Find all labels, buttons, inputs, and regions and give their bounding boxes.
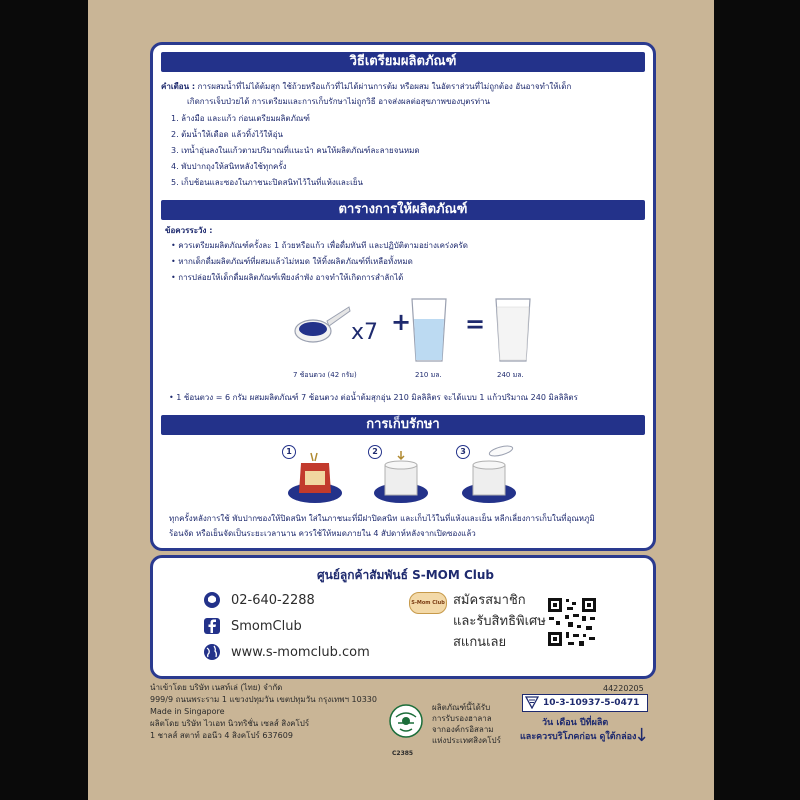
contact-title: ศูนย์ลูกค้าสัมพันธ์ S-MOM Club: [317, 568, 495, 582]
halal-text-4: แห่งประเทศสิงคโปร์: [432, 736, 501, 745]
water-caption: 210 มล.: [415, 371, 442, 379]
plus-sign: +: [391, 308, 412, 336]
promo-line-3: สแกนเลย: [453, 635, 507, 650]
halal-text-3: จากองค์กรอิสลาม: [432, 725, 494, 734]
step-number: 2: [368, 445, 382, 459]
step-number: 1: [282, 445, 296, 459]
fda-logo-icon: [525, 696, 539, 709]
website-link[interactable]: www.s-momclub.com: [231, 645, 370, 660]
warning-text: การผสมน้ำที่ไม่ได้ต้มสุก ใช้ถ้วยหรือแก้วที่ไม่ได้ผ่านการต้ม หรือผสม ในอัตราส่วนที่ไม่ถูกต้อง อันอาจทำให้เด็ก: [197, 82, 572, 91]
promo-line-1: สมัครสมาชิก: [453, 593, 526, 608]
caution-item: • ควรเตรียมผลิตภัณฑ์ครั้งละ 1 ถ้วยหรือแก้ว เพื่อดื่มทันที และปฏิบัติตามอย่างเคร่งครัด: [171, 241, 468, 250]
down-arrow-icon: ↓: [634, 725, 650, 746]
storage-title: การเก็บรักษา: [161, 415, 645, 435]
smom-badge: S-Mom Club: [409, 592, 447, 614]
storage-step-2: [365, 445, 437, 505]
prep-step: 1. ล้างมือ และแก้ว ก่อนเตรียมผลิตภัณฑ์: [171, 114, 310, 123]
instructions-panel: [150, 42, 656, 551]
prep-step: 3. เทน้ำอุ่นลงในแก้วตามปริมาณที่แนะนำ คนให้ผลิตภัณฑ์ละลายจนหมด: [171, 146, 420, 155]
prep-title: วิธีเตรียมผลิตภัณฑ์: [161, 52, 645, 72]
warning-line-2: เกิดการเจ็บป่วยได้ การเตรียมและการเก็บรักษาไม่ถูกวิธี อาจส่งผลต่อสุขภาพของบุตรท่าน: [187, 97, 490, 106]
facebook-handle[interactable]: SmomClub: [231, 619, 302, 634]
expiry-line-2: และควรบริโภคก่อน ดูใต้กล่อง: [520, 732, 637, 742]
warning-label: คำเตือน :: [161, 82, 196, 91]
phone-number[interactable]: 02-640-2288: [231, 593, 315, 608]
made-in: Made in Singapore: [150, 707, 225, 716]
feeding-note: • 1 ช้อนตวง = 6 กรัม ผสมผลิตภัณฑ์ 7 ช้อนตวง ต่อน้ำต้มสุกอุ่น 210 มิลลิลิตร จะได้แบบ 1 แก้วปริมาณ 240 มิลลิลิตร: [169, 393, 578, 402]
contact-panel: [150, 555, 656, 679]
equals-sign: =: [465, 310, 486, 338]
step-number: 3: [456, 445, 470, 459]
storage-text-2: ร้อนจัด หรือเย็นจัดเป็นระยะเวลานาน ควรใช้ให้หมดภายใน 4 สัปดาห์หลังจากเปิดซองแล้ว: [169, 529, 476, 538]
expiry-line-1: วัน เดือน ปีที่ผลิต: [542, 718, 609, 728]
prep-step: 4. พับปากถุงให้สนิทหลังใช้ทุกครั้ง: [171, 162, 287, 171]
storage-text-1: ทุกครั้งหลังการใช้ พับปากซองให้ปิดสนิท ใส่ในภาชนะที่มีฝาปิดสนิท และเก็บไว้ในที่แห้งและเย็น หลีกเลี่ยงการเก็บในที่อุณหภูมิ: [169, 514, 595, 523]
feeding-title: ตารางการให้ผลิตภัณฑ์: [161, 200, 645, 220]
fda-box: [522, 694, 648, 712]
importer-line-1: นำเข้าโดย บริษัท เนสท์เล่ (ไทย) จำกัด: [150, 683, 283, 692]
producer-line-1: ผลิตโดย บริษัท ไวเอท นิวทริชั่น เซลส์ สิงคโปร์: [150, 719, 310, 728]
caution-item: • การปล่อยให้เด็กดื่มผลิตภัณฑ์เพียงลำพัง อาจทำให้เกิดการสำลักได้: [171, 273, 404, 282]
fda-number: 10-3-10937-5-0471: [543, 698, 640, 708]
warning-line-1: [161, 81, 571, 92]
importer-line-2: 999/9 ถนนพระราม 1 แขวงปทุมวัน เขตปทุมวัน กรุงเทพฯ 10330: [150, 695, 377, 704]
halal-text-1: ผลิตภัณฑ์นี้ได้รับ: [432, 703, 491, 712]
prep-step: 5. เก็บช้อนและซองในภาชนะปิดสนิทไว้ในที่แห้งและเย็น: [171, 178, 364, 187]
facebook-icon: [203, 617, 221, 635]
producer-line-2: 1 ชาลส์ สตาท์ ออนีว 4 สิงคโปร์ 637609: [150, 731, 293, 740]
caution-label: ข้อควรระวัง :: [165, 226, 213, 235]
storage-step-1: [279, 445, 351, 505]
halal-logo-icon: [386, 703, 426, 747]
support-icon: [203, 591, 221, 609]
halal-code: C2385: [392, 750, 414, 757]
scoop-caption: 7 ช้อนตวง (42 กรัม): [293, 371, 357, 379]
prep-step: 2. ต้มน้ำให้เดือด แล้วทิ้งไว้ให้อุ่น: [171, 130, 283, 139]
caution-item: • หากเด็กดื่มผลิตภัณฑ์ที่ผสมแล้วไม่หมด ให้ทิ้งผลิตภัณฑ์ที่เหลือทั้งหมด: [171, 257, 413, 266]
halal-text-2: การรับรองฮาลาล: [432, 714, 492, 723]
qr-code[interactable]: [546, 596, 598, 648]
water-glass-icon: [409, 297, 449, 363]
milk-glass-icon: [493, 297, 533, 363]
result-caption: 240 มล.: [497, 371, 524, 379]
code-top: 44220205: [603, 684, 644, 693]
globe-icon: [203, 643, 221, 661]
storage-step-3: [453, 445, 525, 505]
scoop-icon: [293, 303, 351, 351]
promo-line-2: และรับสิทธิพิเศษ: [453, 614, 546, 629]
multiplier: x7: [351, 320, 379, 345]
